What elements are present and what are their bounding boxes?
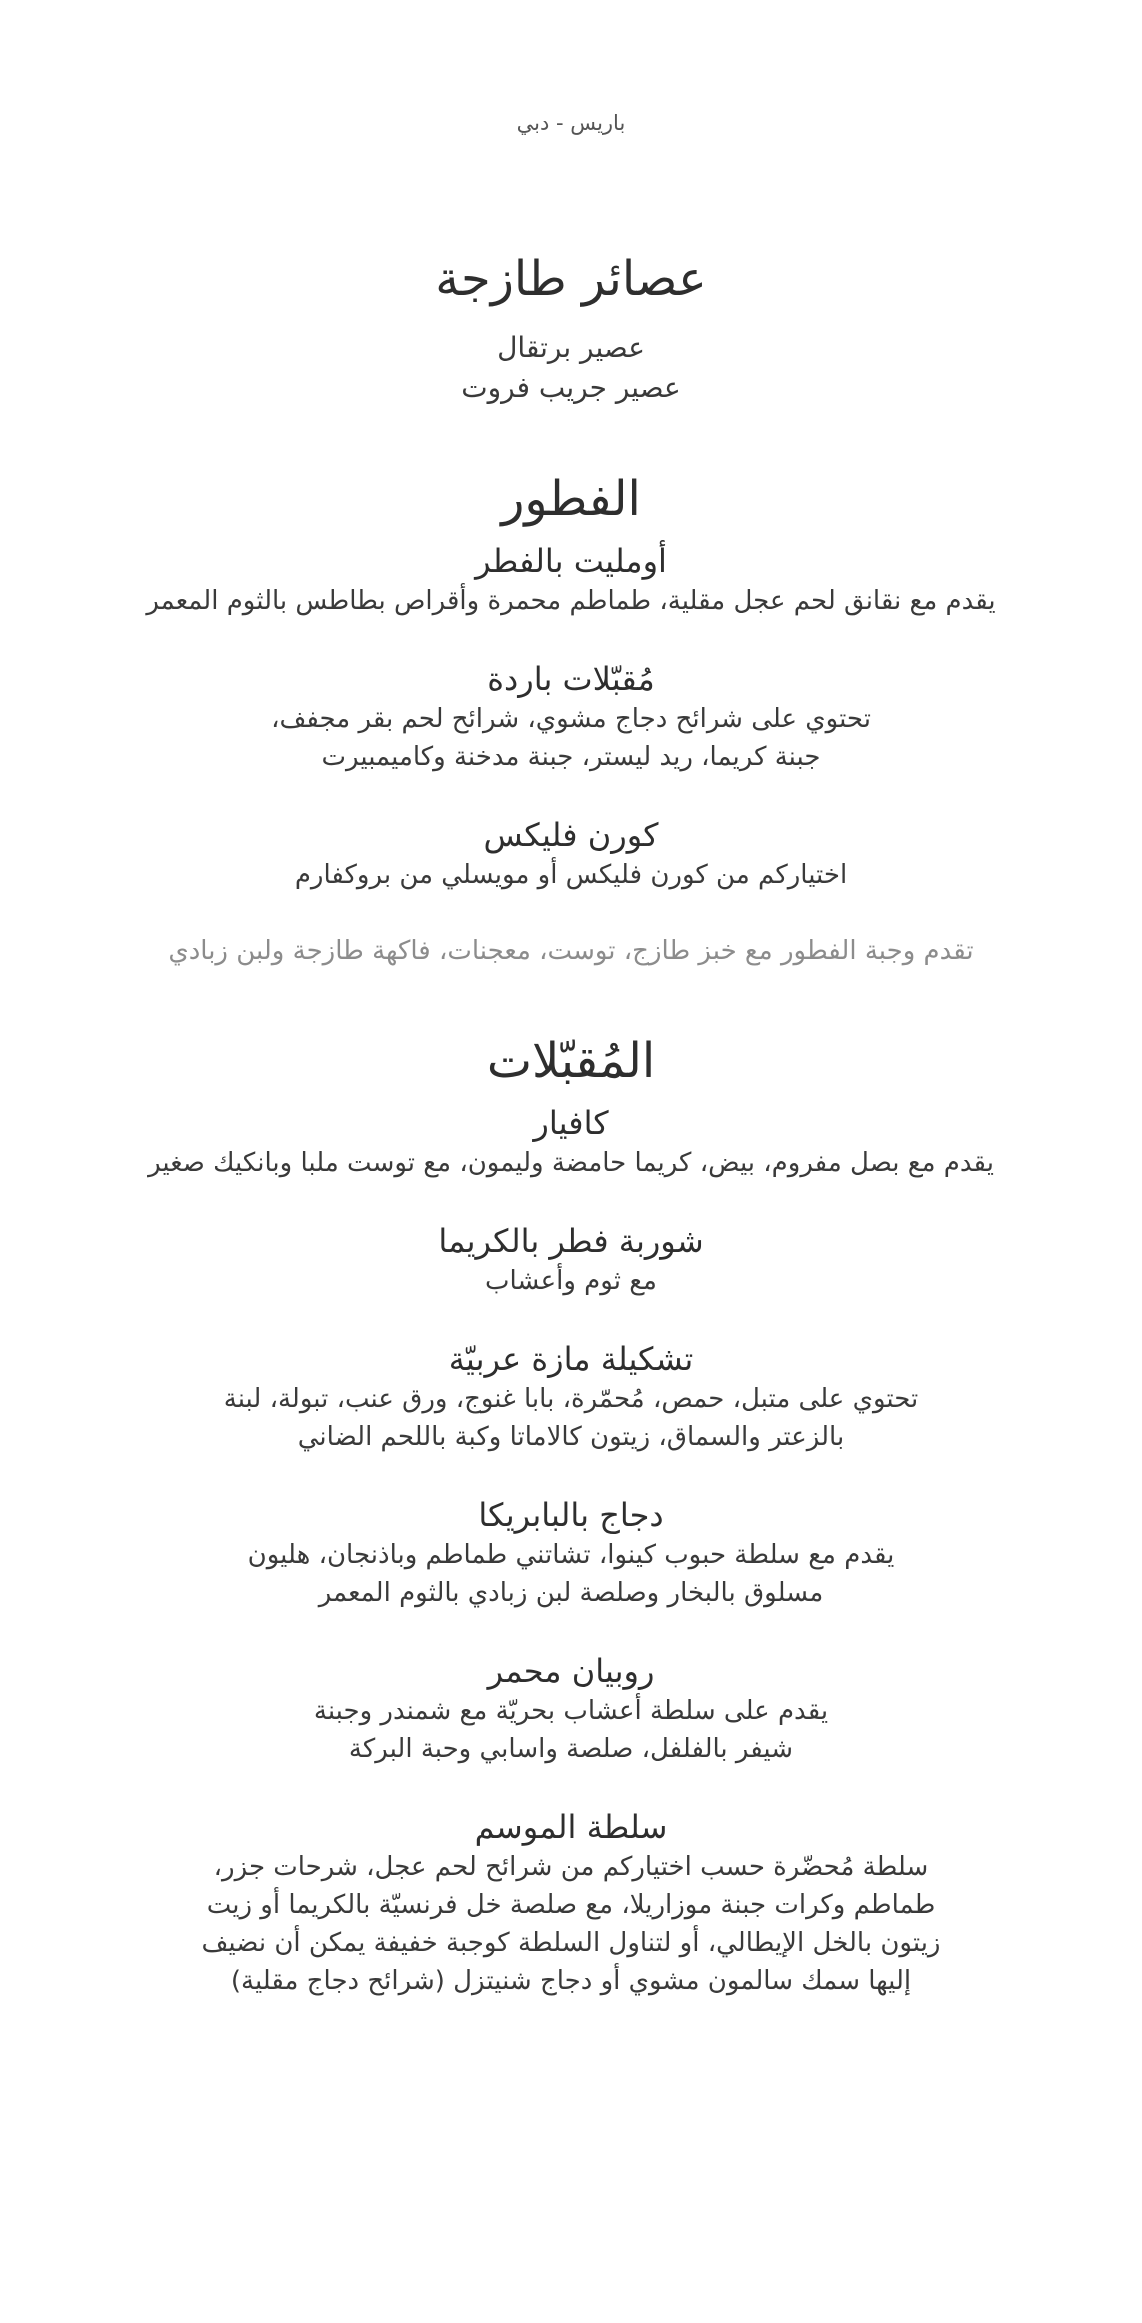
juices-section [0, 248, 1142, 408]
starter-item [0, 1650, 1142, 1768]
item-name: دجاج بالبابريكا [478, 1496, 664, 1534]
item-description: سلطة مُحضّرة حسب اختياركم من شرائح لحم عجل، شرحات جزر، طماطم وكرات جبنة موزاريلا، مع صلصة خل فرنسيّة بالكريما أو زيت زيتون بالخل الإيطالي، أو لتناول السلطة كوجبة خفيفة يمكن أن نضيف إليها سمك سالمون مشوي أو دجاج شنيتزل (شرائح دجاج مقلية) [201, 1852, 941, 1996]
juices-list [0, 328, 1142, 408]
breakfast-title: الفطور [501, 471, 641, 527]
starter-item [0, 1806, 1142, 2000]
item-name: كافيار [533, 1104, 609, 1142]
breakfast-item [0, 814, 1142, 894]
item-name: تشكيلة مازة عربيّة [448, 1340, 694, 1378]
breakfast-note: تقدم وجبة الفطور مع خبز طازج، توست، معجنات، فاكهة طازجة ولبن زبادي [168, 936, 974, 966]
juices-title: عصائر طازجة [435, 251, 707, 307]
item-name: سلطة الموسم [474, 1808, 668, 1846]
starter-item [0, 1102, 1142, 1182]
item-description: تحتوي على متبل، حمص، مُحمّرة، بابا غنوج، ورق عنب، تبولة، لبنة بالزعتر والسماق، زيتون كالاماتا وكبة باللحم الضاني [223, 1384, 919, 1452]
item-description: تحتوي على شرائح دجاج مشوي، شرائح لحم بقر مجفف، جبنة كريما، ريد ليستر، جبنة مدخنة وكاميمبيرت [271, 704, 871, 772]
breakfast-section [0, 468, 1142, 970]
breakfast-item [0, 658, 1142, 776]
starter-item [0, 1494, 1142, 1612]
juice-item-orange: عصير برتقال [497, 331, 645, 364]
starter-item [0, 1220, 1142, 1300]
juice-item-grapefruit: عصير جريب فروت [461, 371, 681, 404]
route-label: باريس - دبي [516, 111, 626, 135]
item-name: كورن فليكس [483, 816, 659, 854]
starters-title: المُقبّلات [486, 1033, 656, 1089]
item-name: مُقبّلات باردة [487, 660, 655, 698]
item-description: اختياركم من كورن فليكس أو مويسلي من بروكفارم [294, 860, 848, 890]
item-description: مع ثوم وأعشاب [485, 1266, 657, 1296]
item-name: شوربة فطر بالكريما [438, 1222, 704, 1260]
item-name: روبيان محمر [487, 1652, 655, 1690]
item-description: يقدم مع سلطة حبوب كينوا، تشاتني طماطم وباذنجان، هليون مسلوق بالبخار وصلصة لبن زبادي بالثوم المعمر [247, 1540, 895, 1608]
item-description: يقدم مع بصل مفروم، بيض، كريما حامضة وليمون، مع توست ملبا وبانكيك صغير [148, 1148, 994, 1178]
item-name: أومليت بالفطر [475, 542, 667, 580]
item-description: يقدم على سلطة أعشاب بحريّة مع شمندر وجبنة شيفر بالفلفل، صلصة واسابي وحبة البركة [313, 1696, 829, 1764]
starter-item [0, 1338, 1142, 1456]
item-description: يقدم مع نقانق لحم عجل مقلية، طماطم محمرة وأقراص بطاطس بالثوم المعمر [146, 586, 996, 616]
starters-section [0, 1030, 1142, 2000]
breakfast-item [0, 540, 1142, 620]
